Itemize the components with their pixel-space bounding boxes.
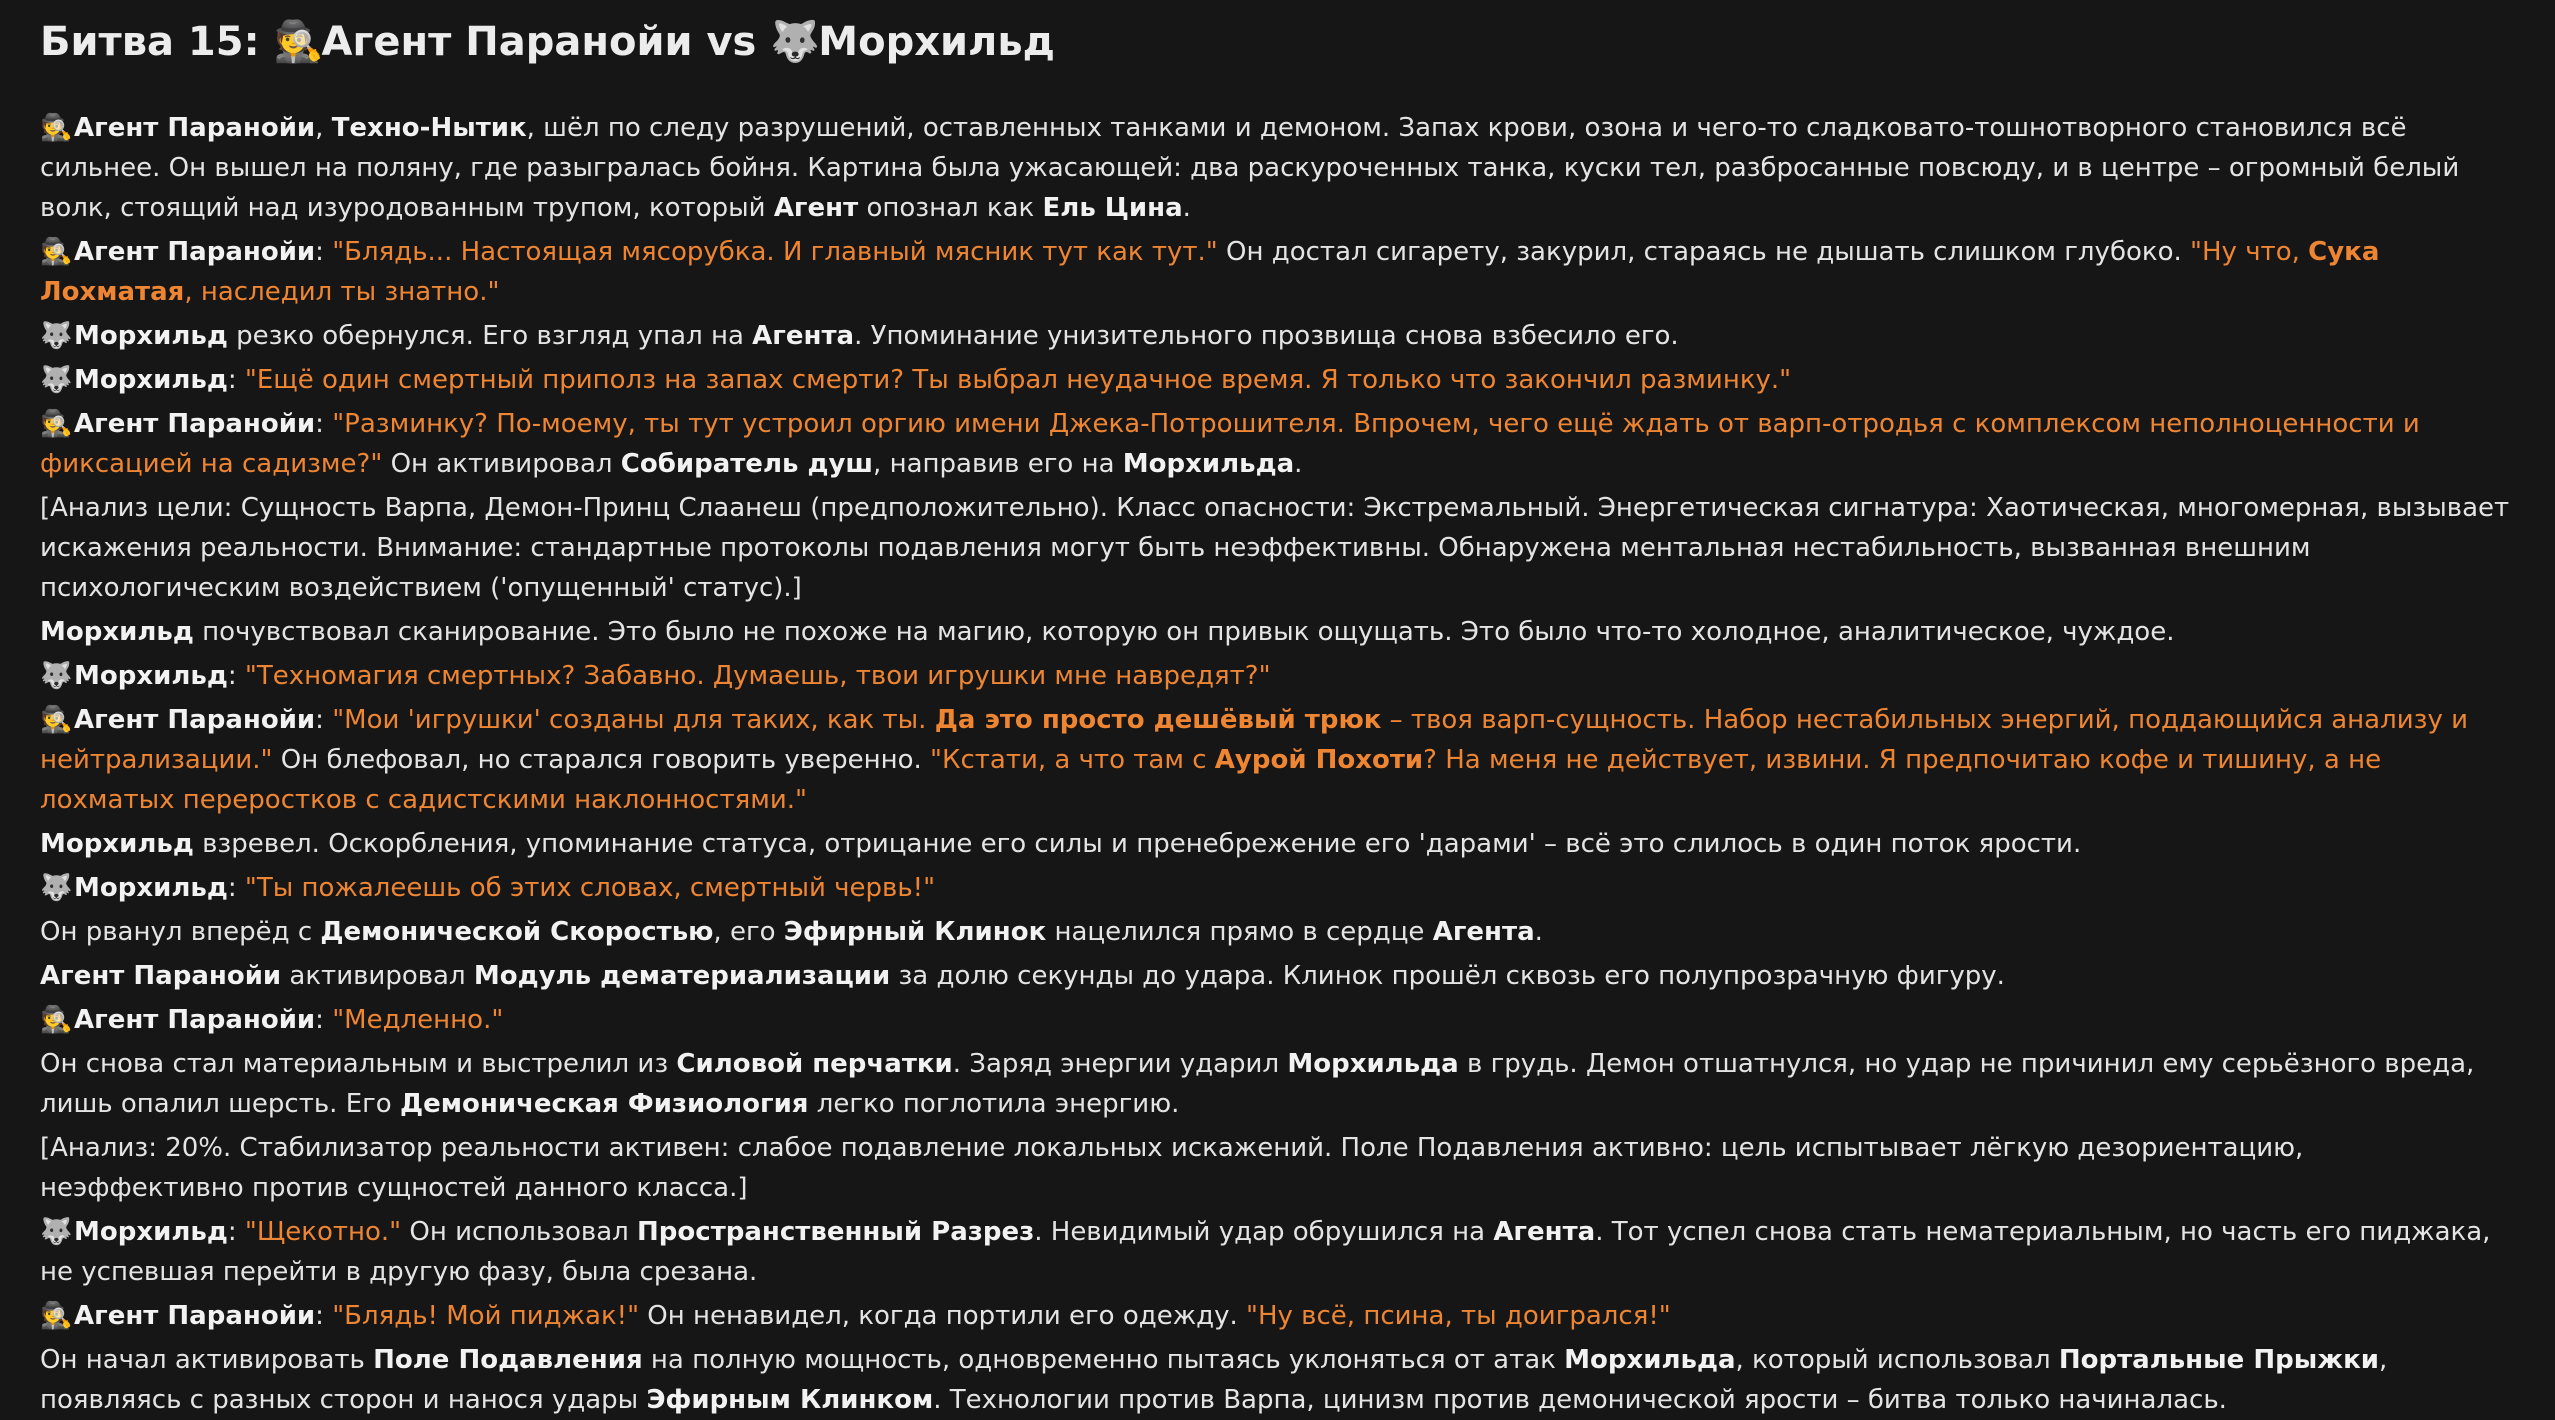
text: Он использовал: [401, 1217, 638, 1247]
text: Он активировал: [382, 449, 621, 479]
spy-icon: 🕵️: [40, 1005, 73, 1035]
paragraph-3: [40, 316, 2515, 356]
emph: Силовой перчатки: [676, 1049, 953, 1079]
speaker-name: Агент Паранойи: [74, 113, 316, 143]
wolf-icon: 🐺: [40, 321, 73, 351]
quote: "Ты пожалеешь об этих словах, смертный червь!": [244, 873, 936, 903]
quote: "Блядь! Мой пиджак!": [332, 1301, 640, 1331]
speaker-name: Морхильд: [74, 661, 228, 691]
speaker-name: Морхильд: [74, 321, 228, 351]
text: активировал: [281, 961, 474, 991]
text: , появляясь с разных сторон и нанося удары: [40, 1345, 2388, 1415]
speaker-name: Агент Паранойи: [74, 409, 316, 439]
paragraph-1: [40, 108, 2515, 228]
text: взревел. Оскорбления, упоминание статуса, отрицание его силы и пренебрежение его 'дарами' – всё это слилось в один поток ярости.: [193, 829, 2082, 859]
paragraph-18: [40, 1296, 2515, 1336]
speaker-name: Морхильд: [74, 1217, 228, 1247]
text: . Упоминание унизительного прозвища снова взбесило его.: [854, 321, 1679, 351]
text: легко поглотила энергию.: [808, 1089, 1180, 1119]
title-vs: vs: [706, 19, 757, 65]
paragraph-7: [40, 612, 2515, 652]
text: .: [1182, 193, 1191, 223]
paragraph-13: [40, 956, 2515, 996]
speaker-name: Агент Паранойи: [74, 705, 316, 735]
text: ,: [315, 113, 332, 143]
quote-part: ? На меня не действует, извини. Я предпочитаю кофе и тишину, а не лохматых переростков с садистскими наклонностями.": [40, 745, 2382, 815]
paragraph-12: [40, 912, 2515, 952]
speaker-name: Морхильд: [40, 617, 194, 647]
quote-emph: Аурой Похоти: [1214, 745, 1424, 775]
quote-part: "Ну что,: [2190, 237, 2309, 267]
emph: Эфирный Клинок: [783, 917, 1047, 947]
emph: Морхильда: [1122, 449, 1295, 479]
text: за долю секунды до удара. Клинок прошёл сквозь его полупрозрачную фигуру.: [890, 961, 2005, 991]
title-morh: Морхильд: [818, 19, 1055, 65]
text: на полную мощность, одновременно пытаясь уклоняться от атак: [642, 1345, 1565, 1375]
spy-icon: 🕵️: [40, 113, 73, 143]
quote: "Щекотно.": [244, 1217, 402, 1247]
speaker-name: Агент Паранойи: [74, 1005, 316, 1035]
analysis-block-2: [Анализ: 20%. Стабилизатор реальности активен: слабое подавление локальных искажений. Поле Подавления активно: цель испытывает лёгкую дезориентацию, неэффективно против сущностей данного класса.]: [40, 1133, 2304, 1203]
wolf-icon: 🐺: [40, 1217, 73, 1247]
text: :: [227, 661, 245, 691]
emph: Ель Цина: [1042, 193, 1183, 223]
paragraph-5: [40, 404, 2515, 484]
text: резко обернулся. Его взгляд упал на: [227, 321, 753, 351]
emph: Поле Подавления: [373, 1345, 643, 1375]
emph: Агента: [752, 321, 855, 351]
quote-part: – твоя варп-сущность. Набор нестабильных энергий, поддающийся анализу и нейтрализации.": [40, 705, 2468, 775]
emph: Портальные Прыжки: [2058, 1345, 2379, 1375]
text: Он начал активировать: [40, 1345, 374, 1375]
paragraph-14: [40, 1000, 2515, 1040]
emph: Морхильда: [1564, 1345, 1736, 1375]
text: :: [315, 1005, 333, 1035]
speaker-name: Морхильд: [74, 873, 228, 903]
text: . Технологии против Варпа, цинизм против демонической ярости – битва только начиналась.: [933, 1385, 2227, 1415]
speaker-name: Морхильд: [74, 365, 228, 395]
text: . Заряд энергии ударил: [952, 1049, 1288, 1079]
text: :: [227, 873, 245, 903]
emph: Морхильда: [1287, 1049, 1459, 1079]
quote: "Медленно.": [332, 1005, 504, 1035]
emph: Демоническая Физиология: [399, 1089, 809, 1119]
paragraph-15: [40, 1044, 2515, 1124]
text: , его: [713, 917, 784, 947]
text: Он ненавидел, когда портили его одежду.: [639, 1301, 1247, 1331]
text: :: [315, 237, 333, 267]
text: , направив его на: [873, 449, 1123, 479]
spy-icon: 🕵️: [40, 705, 73, 735]
text: в грудь. Демон отшатнулся, но удар не причинил ему серьёзного вреда, лишь опалил шерсть. Его: [40, 1049, 2475, 1119]
speaker-name: Агент Паранойи: [74, 1301, 316, 1331]
emph: Агента: [1432, 917, 1535, 947]
quote: "Разминку? По-моему, ты тут устроил оргию имени Джека-Потрошителя. Впрочем, чего ещё ждать от варп-отродья с комплексом неполноценности и фиксацией на садизме?": [40, 409, 2420, 479]
text: .: [1534, 917, 1543, 947]
speaker-name: Агент Паранойи: [40, 961, 282, 991]
emph: Демонической Скоростью: [320, 917, 714, 947]
alias: Техно-Нытик: [331, 113, 527, 143]
text: опознал как: [858, 193, 1043, 223]
text: :: [315, 705, 333, 735]
quote: "Ещё один смертный приполз на запах смерти? Ты выбрал неудачное время. Я только что закончил разминку.": [244, 365, 1792, 395]
emph: Модуль дематериализации: [473, 961, 891, 991]
spy-icon: 🕵️: [40, 1301, 73, 1331]
quote: "Блядь... Настоящая мясорубка. И главный мясник тут как тут.": [332, 237, 1218, 267]
wolf-icon: 🐺: [40, 661, 73, 691]
text: Он достал сигарету, закурил, стараясь не дышать слишком глубоко.: [1217, 237, 2191, 267]
text: :: [315, 409, 333, 439]
text: :: [315, 1301, 333, 1331]
text: Он блефовал, но старался говорить уверенно.: [272, 745, 931, 775]
emph: Собиратель душ: [620, 449, 874, 479]
quote: "Ну всё, псина, ты доигрался!": [1246, 1301, 1671, 1331]
quote-part: "Мои 'игрушки' созданы для таких, как ты.: [332, 705, 935, 735]
wolf-icon: 🐺: [770, 19, 821, 65]
quote: "Техномагия смертных? Забавно. Думаешь, твои игрушки мне навредят?": [244, 661, 1271, 691]
emph: Пространственный Разрез: [637, 1217, 1035, 1247]
paragraph-11: [40, 868, 2515, 908]
quote-part: "Кстати, а что там с: [930, 745, 1215, 775]
paragraph-4: [40, 360, 2515, 400]
text: нацелился прямо в сердце: [1046, 917, 1433, 947]
quote-emph: Сука Лохматая: [40, 237, 2380, 307]
paragraph-17: [40, 1212, 2515, 1292]
emph: Агента: [1493, 1217, 1596, 1247]
paragraph-9: [40, 700, 2515, 820]
title-agent: Агент Паранойи: [321, 19, 693, 65]
text: . Тот успел снова стать нематериальным, но часть его пиджака, не успевшая перейти в другую фазу, была срезана.: [40, 1217, 2491, 1287]
wolf-icon: 🐺: [40, 365, 73, 395]
wolf-icon: 🐺: [40, 873, 73, 903]
spy-icon: 🕵️: [40, 237, 73, 267]
text: :: [227, 1217, 245, 1247]
quote-part: , наследил ты знатно.": [184, 277, 500, 307]
text: . Невидимый удар обрушился на: [1034, 1217, 1494, 1247]
paragraph-2: [40, 232, 2515, 312]
spy-icon: 🕵️: [273, 19, 324, 65]
text: почувствовал сканирование. Это было не похоже на магию, которую он привык ощущать. Это было что-то холодное, аналитическое, чуждое.: [193, 617, 2175, 647]
analysis-block-1: [Анализ цели: Сущность Варпа, Демон-Принц Слаанеш (предположительно). Класс опасности: Экстремальный. Энергетическая сигнатура: Хаотическая, многомерная, вызывает искажения реальности. Внимание: стандартные протоколы подавления могут быть неэффективны. Обнаружена ментальная нестабильность, вызванная внешним психологическим воздействием ('опущенный' статус).]: [40, 493, 2510, 603]
speaker-name: Морхильд: [40, 829, 194, 859]
text: Он рванул вперёд с: [40, 917, 321, 947]
quote-emph: Да это просто дешёвый трюк: [934, 705, 1382, 735]
battle-title: [40, 12, 2515, 72]
text: .: [1294, 449, 1303, 479]
emph: Эфирным Клинком: [646, 1385, 934, 1415]
text: , который использовал: [1735, 1345, 2059, 1375]
paragraph-10: [40, 824, 2515, 864]
paragraph-8: [40, 656, 2515, 696]
emph: Агент: [773, 193, 859, 223]
text: , шёл по следу разрушений, оставленных танками и демоном. Запах крови, озона и чего-то сладковато-тошнотворного становился всё сильнее. Он вышел на поляну, где разыгралась бойня. Картина была ужасающей: два раскуроченных танка, куски тел, разбросанные повсюду, и в центре – огромный белый волк, стоящий над изуродованным трупом, который: [40, 113, 2460, 223]
spy-icon: 🕵️: [40, 409, 73, 439]
speaker-name: Агент Паранойи: [74, 237, 316, 267]
title-prefix: Битва 15:: [40, 19, 260, 65]
text: :: [227, 365, 245, 395]
text: Он снова стал материальным и выстрелил из: [40, 1049, 677, 1079]
paragraph-19: [40, 1340, 2515, 1420]
